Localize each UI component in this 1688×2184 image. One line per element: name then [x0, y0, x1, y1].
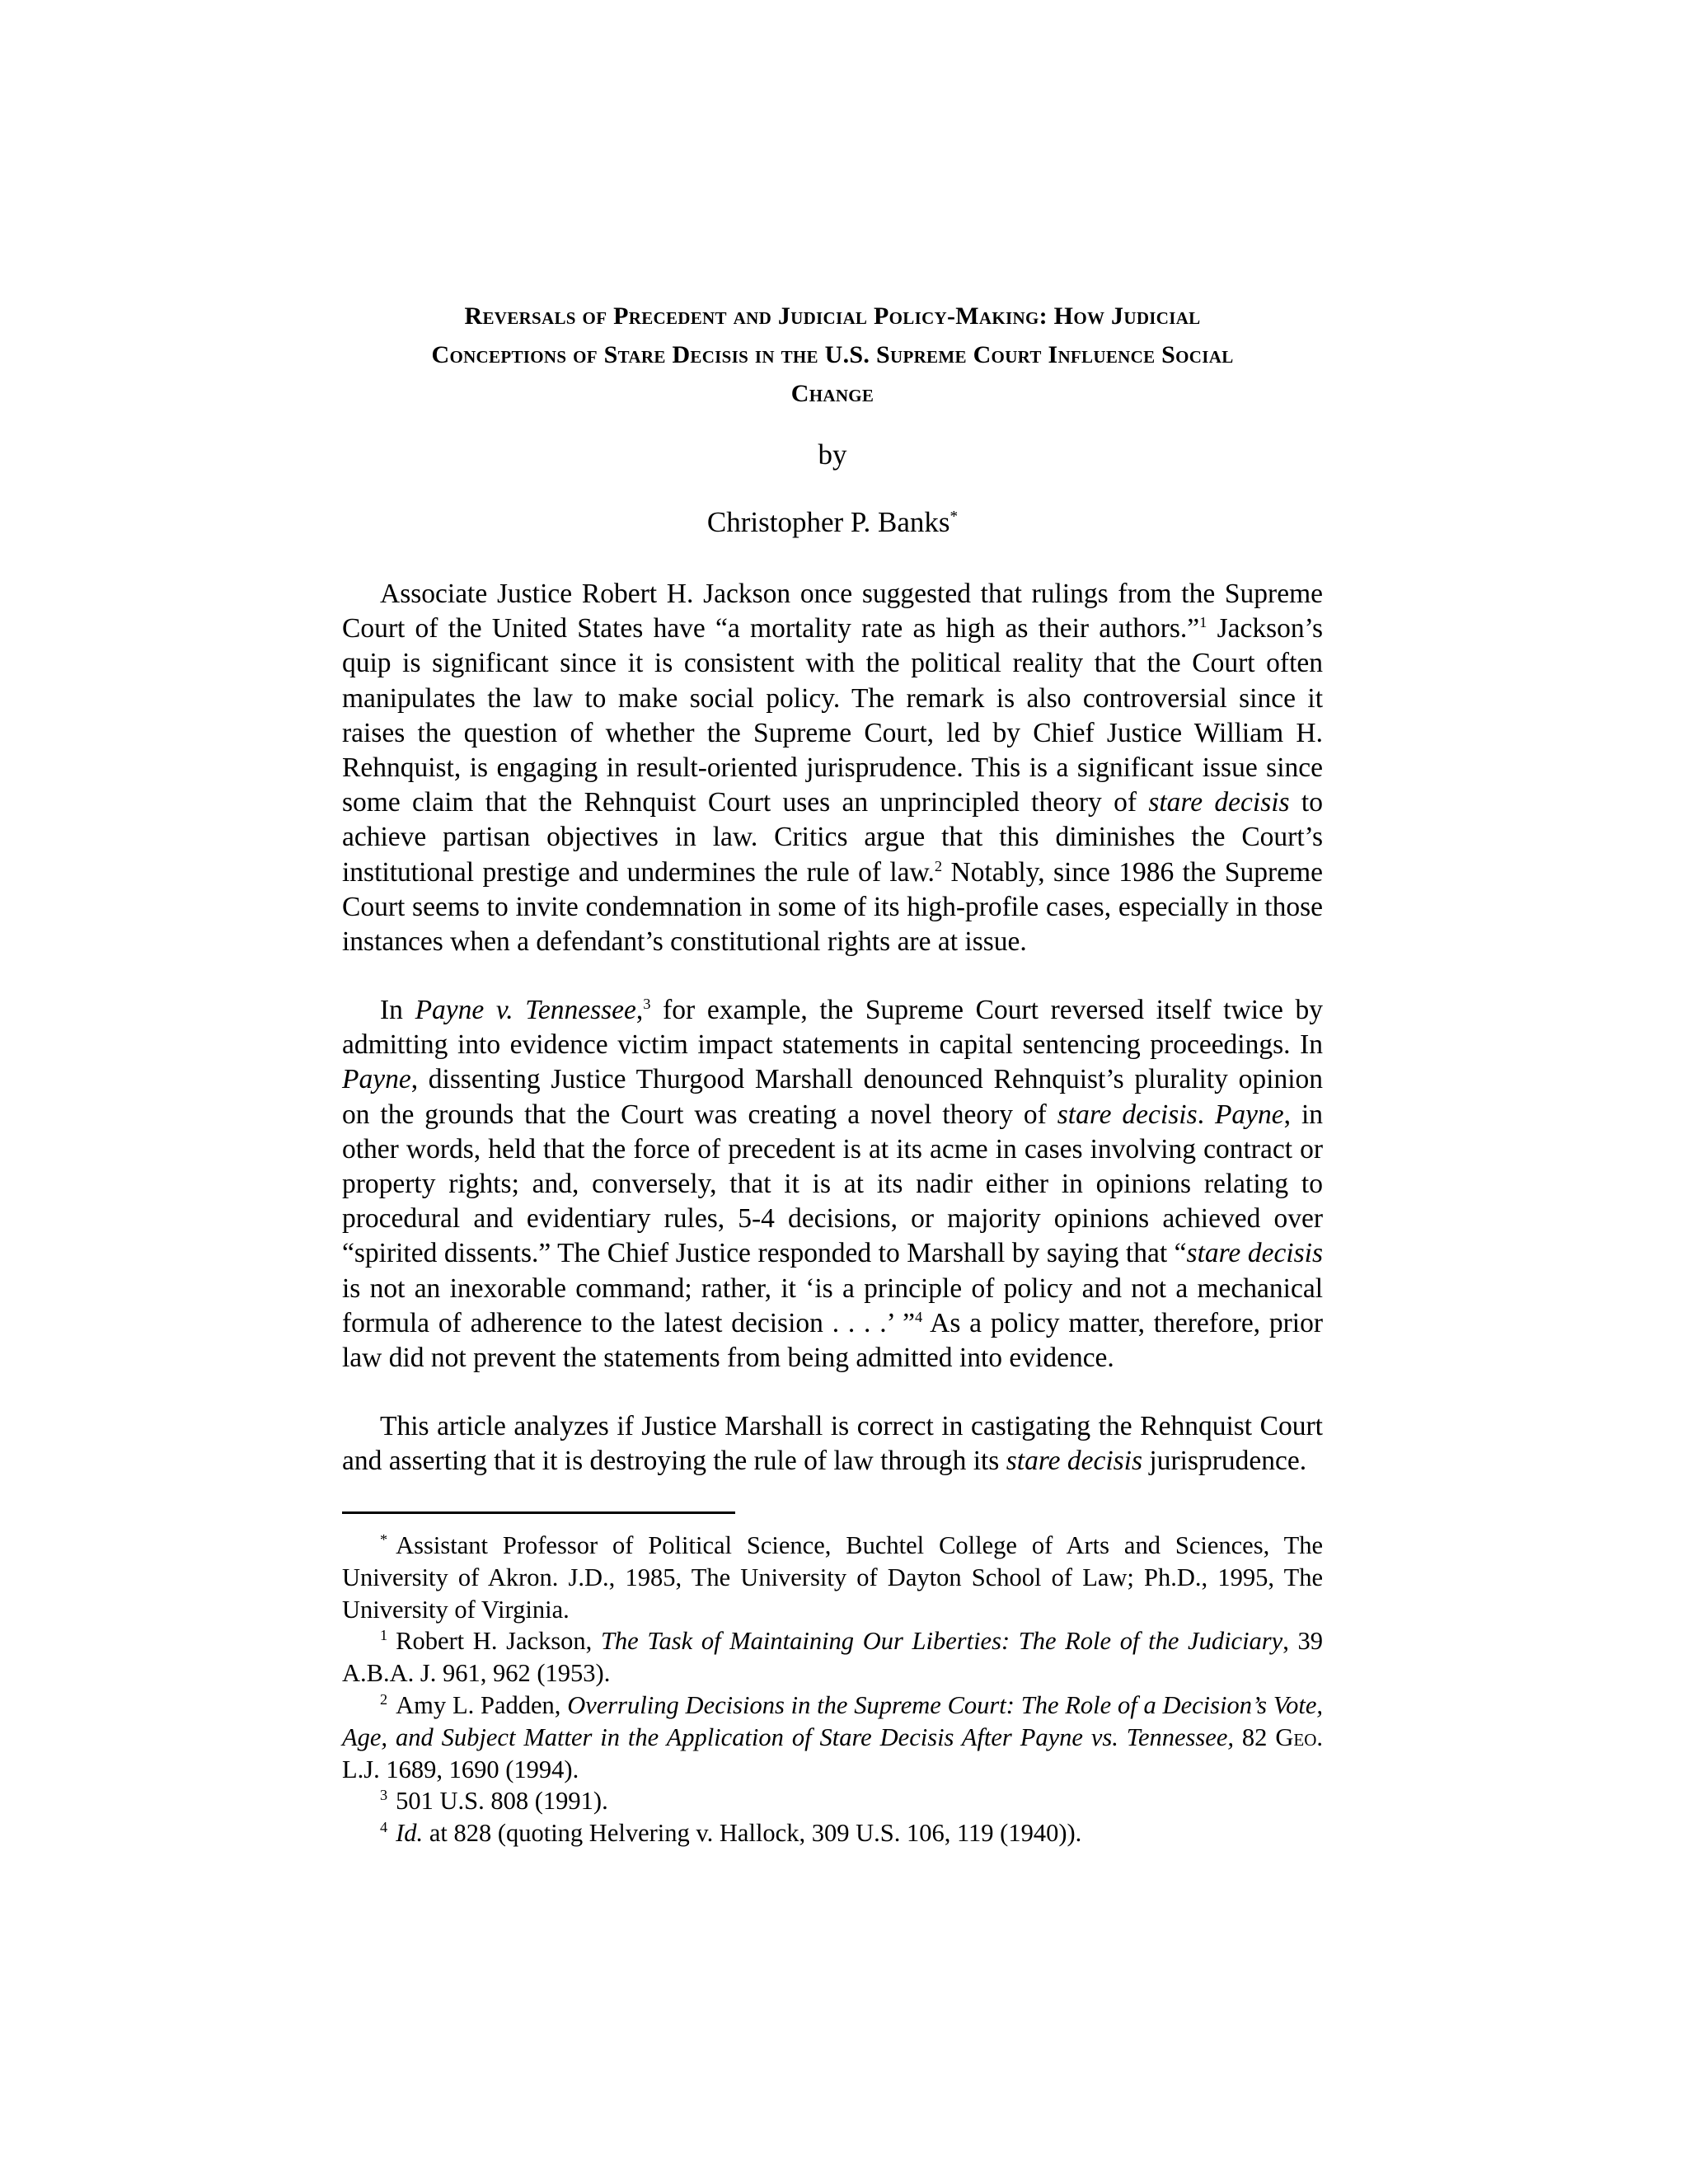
title-line-1: Reversals of Precedent and Judicial Policy-Making: How Judicial [464, 302, 1201, 330]
footnote-text: 82 [1233, 1722, 1276, 1751]
footnote-text: at 828 (quoting Helvering v. Hallock, 309 U.S. 106, 119 (1940)). [423, 1819, 1082, 1848]
text-run: Jackson’s quip is significant since it is consistent with the political reality that the Court often manipulates the law to make social policy. The remark is also controversial since it raises the question of whether the Supreme Court, led by Chief Justice William H. Rehnquist, is engaging in result-oriented jurisprudence. This is a significant issue since some claim that the Rehnquist Court uses an unprincipled theory of [342, 613, 1323, 818]
footnote-text: . L.J. 1689, 1690 (1994). [342, 1722, 1323, 1783]
footnote-text: Amy L. Padden, [396, 1690, 568, 1719]
footnote-marker-1: 1 [380, 1627, 388, 1644]
text-run: In [380, 995, 415, 1025]
article-title [342, 297, 1323, 413]
byline: by [818, 438, 847, 471]
author-name: Christopher P. Banks [706, 506, 950, 538]
italic-term: stare decisis [1186, 1238, 1323, 1269]
footnote-ref-1[interactable]: 1 [1199, 614, 1207, 631]
footnote-italic-title: Overruling Decisions in the Supreme Court: The Role of a Decision’s Vote, Age, and Subject Matter in the Application of Stare Decisis After Payne vs. Tennessee, [342, 1690, 1323, 1751]
text-run: This article analyzes if Justice Marshall is correct in castigating the Rehnquist Court and asserting that it is destroying the rule of law through its [342, 1411, 1323, 1477]
text-run: , [635, 995, 644, 1025]
footnote-marker-2: 2 [380, 1690, 388, 1708]
body-paragraph-1 [342, 577, 1323, 959]
footnote-2 [342, 1690, 1323, 1785]
footnote-italic-id: Id. [396, 1819, 424, 1848]
footnote-ref-3[interactable]: 3 [643, 995, 651, 1012]
italic-case-name: Payne [1214, 1099, 1284, 1130]
text-run: , dissenting Justice Thurgood Marshall denounced Rehnquist’s plurality opinion on the grounds that the Court was creating a novel theory of [342, 1064, 1323, 1130]
author-footnote-marker[interactable]: * [950, 508, 959, 526]
body-paragraph-2 [342, 993, 1323, 1376]
italic-term: stare decisis [1006, 1446, 1143, 1477]
footnotes [342, 1530, 1323, 1849]
footnote-star [342, 1530, 1323, 1625]
italic-case-name: Payne [342, 1064, 411, 1095]
text-run: , in other words, held that the force of precedent is at its acme in cases involving contract or property rights; and, conversely, that it is at its nadir either in opinions relating to procedural and evidentiary rules, 5-4 decisions, or majority opinions achieved over “spirited dissents.” The Chief Justice responded to Marshall by saying that “ [342, 1099, 1324, 1269]
footnote-italic-title: The Task of Maintaining Our Liberties: The Role of the Judiciary [600, 1627, 1283, 1656]
italic-term: stare decisis [1057, 1099, 1198, 1130]
footnote-1 [342, 1625, 1323, 1690]
italic-term: stare decisis [1148, 787, 1290, 818]
author-line [342, 506, 1323, 539]
footnote-ref-2[interactable]: 2 [934, 857, 943, 874]
footnote-text: 501 U.S. 808 (1991). [396, 1787, 608, 1816]
footnote-separator [342, 1511, 735, 1514]
title-line-2: Conceptions of Stare Decisis in the U.S. Supreme Court Influence Social [431, 341, 1234, 368]
footnote-small-caps: Geo [1275, 1722, 1317, 1751]
text-run: . [1197, 1099, 1215, 1130]
body-paragraph-3 [342, 1409, 1323, 1479]
footnote-3 [342, 1785, 1323, 1817]
title-line-3: Change [790, 380, 874, 407]
italic-case-name: Payne v. Tennessee [415, 995, 636, 1025]
footnote-text: , 39 A.B.A. J. 961, 962 (1953). [342, 1627, 1324, 1688]
footnote-marker-star: * [380, 1530, 388, 1548]
text-run: is not an inexorable command; rather, it ‘is a principle of policy and not a mechanical formula of adherence to the latest decision . . . .’ ” [342, 1272, 1323, 1338]
footnote-text: Assistant Professor of Political Science, Buchtel College of Arts and Sciences, The University of Akron. J.D., 1985, The University of Dayton School of Law; Ph.D., 1995, The University of Virginia. [342, 1531, 1323, 1624]
footnote-4 [342, 1817, 1323, 1849]
text-run: Associate Justice Robert H. Jackson once suggested that rulings from the Supreme Court of the United States have “a mortality rate as high as their authors.” [342, 579, 1323, 644]
footnote-ref-4[interactable]: 4 [914, 1308, 923, 1325]
text-run: for example, the Supreme Court reversed itself twice by admitting into evidence victim impact statements in capital sentencing proceedings. In [342, 995, 1323, 1061]
footnote-marker-4: 4 [380, 1819, 388, 1836]
footnote-marker-3: 3 [380, 1787, 388, 1804]
text-run: jurisprudence. [1142, 1446, 1307, 1477]
footnote-text: Robert H. Jackson, [396, 1627, 601, 1656]
text-run: Notably, since 1986 the Supreme Court seems to invite condemnation in some of its high-profile cases, especially in those instances when a defendant’s constitutional rights are at issue. [342, 856, 1323, 958]
text-run: As a policy matter, therefore, prior law did not prevent the statements from being admitted into evidence. [342, 1307, 1323, 1374]
text-run: to achieve partisan objectives in law. Critics argue that this diminishes the Court’s institutional prestige and undermines the rule of law. [342, 787, 1323, 888]
